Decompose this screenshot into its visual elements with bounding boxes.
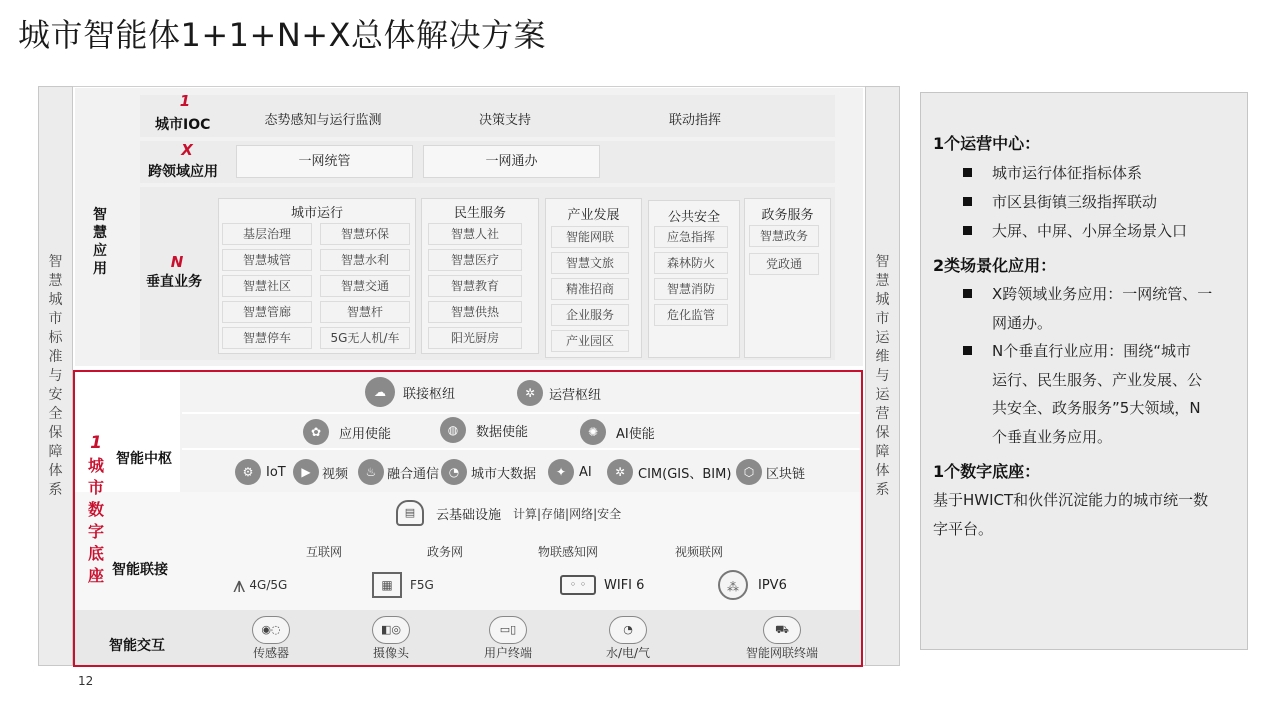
wifi-router-icon: ◦ ◦ bbox=[560, 575, 596, 595]
bullet-icon bbox=[963, 168, 972, 177]
data-globe-icon: ◍ bbox=[440, 417, 466, 443]
net-item: 政务网 bbox=[427, 545, 464, 559]
business-item: 智慧水利 bbox=[320, 249, 410, 271]
bullet-icon bbox=[963, 346, 972, 355]
hub-row2-label: 数据使能 bbox=[476, 424, 529, 440]
business-item: 5G无人机/车 bbox=[320, 327, 410, 349]
panel-heading: 1个运营中心： bbox=[933, 134, 1041, 153]
panel-bullet: 大屏、中屏、小屏全场景入口 bbox=[963, 217, 1187, 246]
cloud-label: 云基础设施 bbox=[436, 507, 502, 523]
business-item: 智慧杆 bbox=[320, 301, 410, 323]
bullet-icon bbox=[963, 226, 972, 235]
panel-paragraph: 基于HWICT和伙伴沉淀能力的城市统一数 bbox=[933, 491, 1209, 509]
ipv6-network-icon: ⁂ bbox=[718, 570, 748, 600]
meter-icon: ◔ bbox=[609, 616, 647, 644]
hub-row3-item bbox=[358, 458, 439, 486]
ioc-item: 态势感知与运行监测 bbox=[264, 113, 382, 128]
cross-number: X bbox=[181, 141, 193, 159]
hub-row3-label: 融合通信 bbox=[387, 466, 440, 482]
panel-bullet: 城市运行体征指标体系 bbox=[963, 159, 1142, 188]
app-enable-icon: ✿ bbox=[303, 419, 329, 445]
hub-row1-label: 联接枢纽 bbox=[403, 386, 456, 402]
business-item: 智慧政务 bbox=[749, 225, 819, 247]
ioc-item: 联动指挥 bbox=[668, 113, 721, 128]
panel-heading: 1个数字底座： bbox=[933, 462, 1041, 481]
business-item: 智慧交通 bbox=[320, 275, 410, 297]
business-item: 智慧医疗 bbox=[428, 249, 522, 271]
business-item: 智慧社区 bbox=[222, 275, 312, 297]
ioc-number: 1 bbox=[179, 92, 191, 110]
page-title: 城市智能体1+1+N+X总体解决方案 bbox=[18, 16, 547, 54]
business-item: 产业园区 bbox=[551, 330, 629, 352]
bullet-icon bbox=[963, 197, 972, 206]
hub-row1-item bbox=[517, 379, 601, 407]
panel-bullet-cont: 共安全、政务服务”5大领域，N bbox=[992, 399, 1201, 417]
hub-row2-label: AI使能 bbox=[616, 426, 655, 442]
panel-bullet: X跨领域业务应用：一网统管、一 bbox=[963, 280, 1212, 309]
tech-item bbox=[233, 570, 287, 600]
ioc-item: 决策支持 bbox=[478, 113, 531, 128]
business-item: 智慧城管 bbox=[222, 249, 312, 271]
hub-row2-item bbox=[440, 416, 528, 444]
cloud-tree-icon: ☁ bbox=[365, 377, 395, 407]
business-item: 企业服务 bbox=[551, 304, 629, 326]
tech-label: 4G/5G bbox=[249, 578, 288, 592]
hub-row3-label: 城市大数据 bbox=[471, 466, 537, 482]
connected-car-icon: ⛟ bbox=[763, 616, 801, 644]
net-item: 互联网 bbox=[306, 545, 343, 559]
bullet-icon bbox=[963, 289, 972, 298]
hub-row3-item bbox=[441, 458, 536, 486]
safety-title: 公共安全 bbox=[667, 210, 720, 225]
smart-app-label: 智 慧 应 用 bbox=[93, 207, 107, 277]
hub-label: 智能中枢 bbox=[116, 451, 172, 467]
gov-title: 政务服务 bbox=[761, 208, 814, 223]
hub-row2-label: 应用使能 bbox=[339, 426, 392, 442]
hub-row3-label: 区块链 bbox=[766, 466, 806, 482]
business-item: 应急指挥 bbox=[654, 226, 728, 248]
left-side-label: 智 慧 城 市 标 准 与 安 全 保 障 体 系 bbox=[48, 254, 63, 498]
interact-label-text: 水/电/气 bbox=[605, 646, 651, 660]
business-item: 智慧消防 bbox=[654, 278, 728, 300]
ai-icon: ✦ bbox=[548, 459, 574, 485]
ai-brain-icon: ✺ bbox=[580, 419, 606, 445]
business-item: 智慧停车 bbox=[222, 327, 312, 349]
tech-label: WIFI 6 bbox=[604, 577, 645, 593]
interact-label-text: 传感器 bbox=[252, 646, 289, 660]
business-item: 智慧人社 bbox=[428, 223, 522, 245]
cross-label: 跨领域应用 bbox=[148, 164, 218, 180]
tech-item bbox=[372, 570, 434, 600]
comm-flame-icon: ♨ bbox=[358, 459, 384, 485]
hub-row1-item bbox=[365, 377, 455, 407]
blockchain-icon: ⬡ bbox=[736, 459, 762, 485]
iot-icon: ⚙ bbox=[235, 459, 261, 485]
page-number: 12 bbox=[78, 674, 94, 688]
hub-row3-label: 视频 bbox=[322, 466, 349, 482]
tech-item bbox=[560, 570, 644, 600]
interact-label-text: 摄像头 bbox=[372, 646, 409, 660]
base-label: 城 市 数 字 底 座 bbox=[87, 456, 104, 585]
interact-label-text: 智能网联终端 bbox=[745, 646, 818, 660]
hub-row3-item bbox=[293, 458, 348, 486]
hub-row2-item bbox=[303, 418, 391, 446]
interact-label: 智能交互 bbox=[109, 638, 165, 654]
interact-label-text: 用户终端 bbox=[483, 646, 532, 660]
business-item: 森林防火 bbox=[654, 252, 728, 274]
video-icon: ▶ bbox=[293, 459, 319, 485]
hub-row3-label: CIM(GIS、BIM) bbox=[638, 466, 732, 482]
cross-item: 一网统管 bbox=[236, 145, 413, 178]
business-item: 智慧环保 bbox=[320, 223, 410, 245]
business-item: 基层治理 bbox=[222, 223, 312, 245]
business-item: 党政通 bbox=[749, 253, 819, 275]
tech-label: F5G bbox=[410, 578, 434, 592]
panel-bullet-cont: 运行、民生服务、产业发展、公 bbox=[992, 371, 1203, 389]
cloud-infra bbox=[396, 498, 621, 528]
industry-title: 产业发展 bbox=[567, 208, 620, 223]
business-item: 智慧管廊 bbox=[222, 301, 312, 323]
left-side-bar bbox=[38, 86, 73, 666]
interact-item bbox=[598, 616, 658, 661]
interact-item bbox=[363, 616, 419, 661]
net-item: 物联感知网 bbox=[538, 545, 599, 559]
sensor-icon: ◉◌ bbox=[252, 616, 290, 644]
business-item: 智慧文旅 bbox=[551, 252, 629, 274]
panel-heading: 2类场景化应用： bbox=[933, 256, 1057, 275]
panel-bullet: N个垂直行业应用：围绕“城市 bbox=[963, 337, 1191, 366]
vertical-label: 垂直业务 bbox=[146, 274, 202, 290]
panel-bullet: 市区县街镇三级指挥联动 bbox=[963, 188, 1157, 217]
antenna-tower-icon: ⩚ bbox=[233, 572, 246, 598]
camera-icon: ◧◎ bbox=[372, 616, 410, 644]
hub-row3-item bbox=[736, 458, 805, 486]
right-side-bar bbox=[865, 86, 900, 666]
hub-row2-item bbox=[580, 418, 655, 446]
cross-item: 一网通办 bbox=[423, 145, 600, 178]
hub-row3-item bbox=[607, 458, 731, 486]
panel-paragraph: 字平台。 bbox=[933, 520, 994, 538]
business-item: 危化监管 bbox=[654, 304, 728, 326]
cloud-detail: 计算|存储|网络|安全 bbox=[513, 506, 622, 521]
city-ops-title: 城市运行 bbox=[290, 206, 343, 221]
vertical-number: N bbox=[170, 253, 184, 271]
cim-gear-icon: ✲ bbox=[607, 459, 633, 485]
tech-item bbox=[718, 570, 787, 600]
building-network-icon: ▦ bbox=[372, 572, 402, 598]
business-item: 智慧供热 bbox=[428, 301, 522, 323]
gear-network-icon: ✲ bbox=[517, 380, 543, 406]
hub-row3-label: AI bbox=[579, 464, 592, 480]
hub-row3-item bbox=[548, 458, 592, 486]
cloud-server-icon: ▤ bbox=[396, 500, 424, 526]
business-item: 精准招商 bbox=[551, 278, 629, 300]
livelihood-title: 民生服务 bbox=[453, 206, 506, 221]
base-number: 1 bbox=[90, 433, 102, 453]
hub-row1-label: 运营枢纽 bbox=[549, 387, 602, 403]
business-item: 智慧教育 bbox=[428, 275, 522, 297]
hub-row3-item bbox=[235, 458, 286, 486]
ioc-label: 城市IOC bbox=[155, 117, 211, 133]
interact-item bbox=[243, 616, 299, 661]
interact-item bbox=[476, 616, 540, 661]
net-item: 视频联网 bbox=[675, 545, 724, 559]
right-side-label: 智 慧 城 市 运 维 与 运 营 保 障 体 系 bbox=[875, 254, 890, 498]
tech-label: IPV6 bbox=[758, 577, 787, 593]
hub-row3-label: IoT bbox=[266, 464, 286, 480]
bigdata-icon: ◔ bbox=[441, 459, 467, 485]
panel-bullet-cont: 网通办。 bbox=[992, 314, 1053, 332]
business-item: 阳光厨房 bbox=[428, 327, 522, 349]
user-terminal-icon: ▭▯ bbox=[489, 616, 527, 644]
business-item: 智能网联 bbox=[551, 226, 629, 248]
interact-item bbox=[739, 616, 825, 661]
connect-label: 智能联接 bbox=[112, 562, 168, 578]
panel-bullet-cont: 个垂直业务应用。 bbox=[992, 428, 1113, 446]
